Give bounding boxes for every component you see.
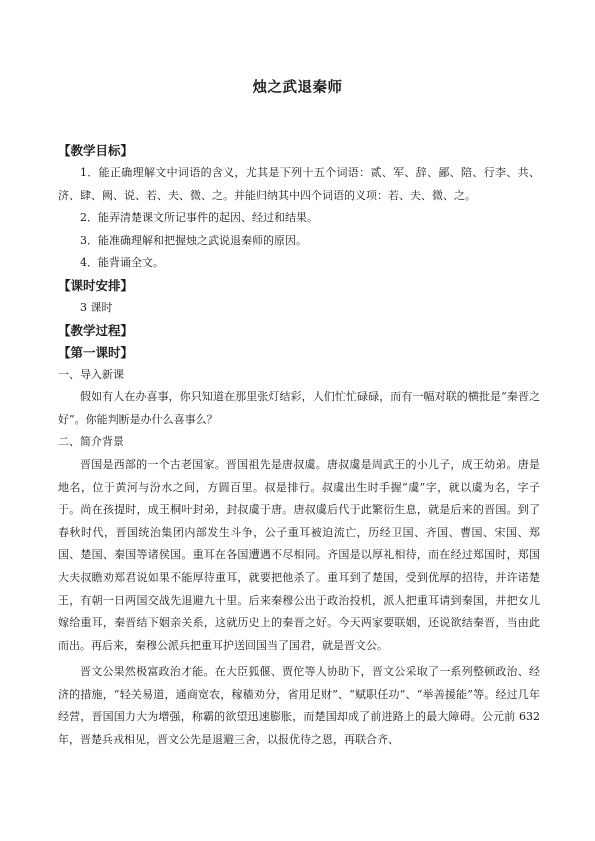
heading-lesson-one: 【第一课时】 [58, 344, 134, 360]
goal-item-1: 1．能正确理解文中词语的含义，尤其是下列十五个词语：贰、军、辞、鄙、陪、行李、共、济、肆、阙、说、若、夫、微、之。并能归纳其中四个词语的义项：若、夫、微、之。 [58, 166, 540, 202]
paragraph-background-1: 晋国是西部的一个古老国家。晋国祖先是唐叔虞。唐叔虞是周武王的小儿子，成王幼弟。唐是地名，位于黄河与汾水之间，方圆百里。叔是排行。叔虞出生时手握“虞”字，就以虞为名，字子于。尚在孩提时，成王桐叶封弟，封叔虞于唐。唐叔虞后代于此繁衍生息，就是后来的晋国。到了春秋时代，晋国统治集团内部发生斗争，公子重耳被迫流亡，历经卫国、齐国、曹国、宋国、郑国、楚国、秦国等诸侯国。重耳在各国遭遇不尽相同。齐国是以厚礼相待，而在经过郑国时，郑国大夫叔瞻劝郑君说如果不能厚待重耳，就要把他杀了。重耳到了楚国，受到优厚的招待，并许诺楚王，有朝一日两国交战先退避九十里。后来秦穆公出于政治投机，派人把重耳请到秦国，并把女儿嫁给重耳，秦晋结下姻亲关系，这就历史上的秦晋之好。今天两家要联姻，还说欲结秦晋，当由此而出。再后来，秦穆公派兵把重耳护送回国当了国君，就是晋文公。 [58, 457, 540, 652]
section-title-background: 二、简介背景 [58, 435, 124, 449]
heading-schedule: 【课时安排】 [58, 277, 134, 293]
heading-teaching-process: 【教学过程】 [58, 322, 134, 338]
goal-item-2: 2．能弄清楚课文所记事件的起因、经过和结果。 [80, 211, 318, 225]
heading-teaching-goals: 【教学目标】 [58, 143, 134, 158]
section-title-intro: 一、导入新课 [58, 367, 124, 381]
schedule-text: 3 课时 [80, 300, 113, 314]
document-body [58, 140, 540, 752]
paragraph-background-2: 晋文公果然极富政治才能。在大臣狐偃、贾佗等人协助下，晋文公采取了一系列整顿政治、经济的措施，“轻关易道，通商宽农，稼穑劝分，省用足财”、“赋职任功”、“举善援能”等。经过几年经营，晋国国力大为增强，称霸的欲望迅速膨胀，而楚国却成了前进路上的最大障碍。公元前 632 年，晋楚兵戎相见，晋文公先是退避三舍，以报优待之恩，再联合齐、 [58, 665, 540, 747]
paragraph-intro: 假如有人在办喜事，你只知道在那里张灯结彩，人们忙忙碌碌，而有一幅对联的横批是“秦晋之好”。你能判断是办什么喜事么？ [58, 390, 540, 426]
document-title: 烛之武退秦师 [252, 80, 343, 96]
goal-item-3: 3．能准确理解和把握烛之武说退秦师的原因。 [80, 233, 307, 247]
goal-item-4: 4．能背诵全文。 [80, 256, 164, 270]
